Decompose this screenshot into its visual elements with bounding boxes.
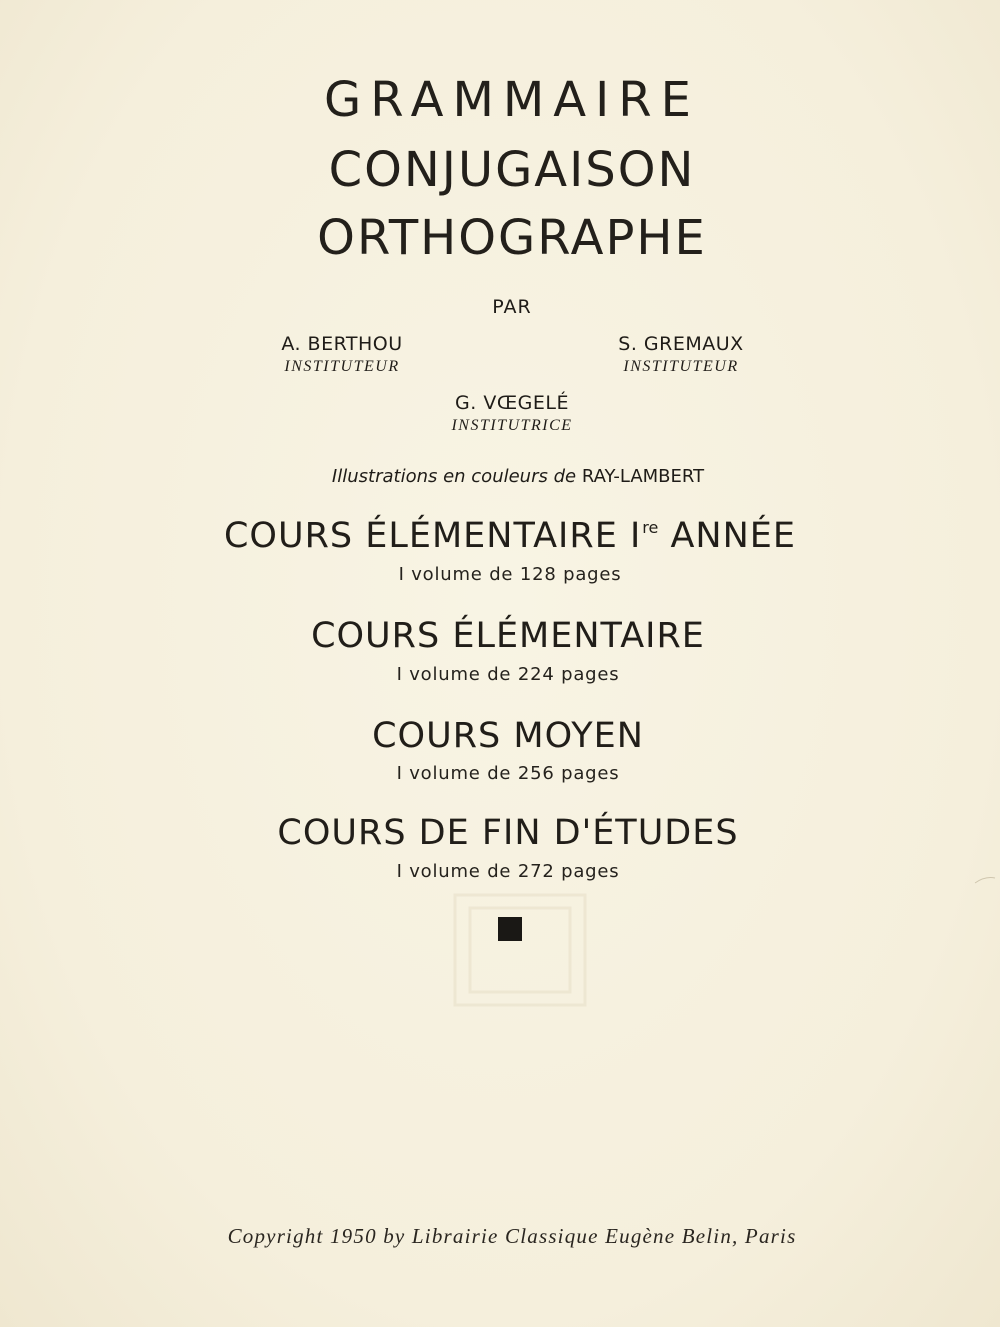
author-berthou [258,333,426,376]
title-orthographe: ORTHOGRAPHE [317,210,707,266]
illustrations-artist: RAY-LAMBERT [581,466,705,487]
course-fin-etudes: COURS DE FIN D'ÉTUDES [277,813,739,853]
author-gremaux [598,333,764,376]
course-name-suffix: ANNÉE [670,516,797,556]
by-label: PAR [492,296,532,318]
illustrations-prefix: Illustrations en couleurs de [331,466,577,487]
course-elementaire-1re-annee [10,516,1000,556]
course-volume: I volume de 256 pages [396,763,620,784]
title-conjugaison: CONJUGAISON [328,142,696,198]
course-elementaire: COURS ÉLÉMENTAIRE [311,616,705,656]
course-superscript: re [642,518,659,537]
author-role: INSTITUTEUR [623,358,739,375]
course-volume: I volume de 128 pages [398,564,622,585]
author-role: INSTITUTEUR [284,358,400,375]
author-name: G. VŒGELÉ [455,392,569,414]
course-volume: I volume de 224 pages [396,664,620,685]
ornament-square [498,917,522,941]
illustrations-credit [18,466,1000,487]
course-volume: I volume de 272 pages [396,861,620,882]
author-name: A. BERTHOU [281,333,403,355]
title-grammaire: GRAMMAIRE [324,72,700,128]
author-role: INSTITUTRICE [451,417,573,434]
copyright-notice: Copyright 1950 by Librairie Classique Eugène Belin, Paris [227,1224,797,1248]
author-voegele [430,392,594,435]
course-moyen: COURS MOYEN [372,716,644,756]
course-name: COURS ÉLÉMENTAIRE I [223,516,642,556]
author-name: S. GREMAUX [618,333,744,355]
